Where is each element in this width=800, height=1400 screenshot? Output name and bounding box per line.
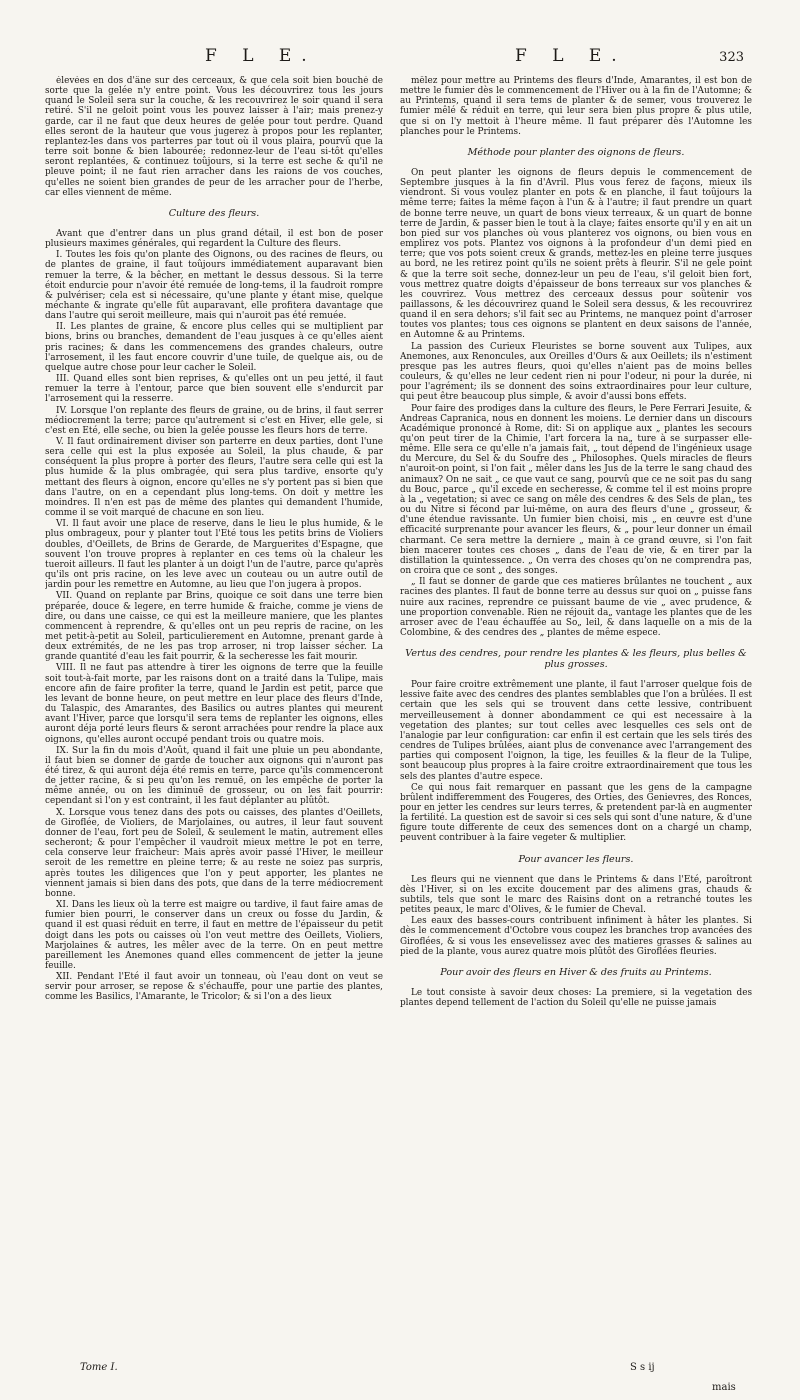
paragraph: Ce qui nous fait remarquer en passant que les gens de la campagne brûlent indifferemment des Fougeres, des Orties, des Genievres, des Ronces, pour en jetter les cendres sur leurs terres, & pretendent par-là en augmenter la fertilité. La question est de savoir si ces sels qui sont d'une nature, & d'une figure toute differente de ceux des semences dont on a chargé un champ, peuvent contribuer à la faire vegeter & multiplier. xyxy=(400,782,752,844)
catchword: mais xyxy=(712,1382,736,1393)
paragraph: III. Quand elles sont bien reprises, & qu'elles ont un peu jetté, il faut remuer la terre à l'entour, parce que bien souvent elle s'endurcit par l'arrosement qui la resserre. xyxy=(45,374,383,405)
paragraph: V. Il faut ordinairement diviser son parterre en deux parties, dont l'une sera celle qui est la plus exposée au Soleil, la plus chaude, & par conséquent la plus propre à porter des fleurs, l'autre sera celle qui est la plus humide & la plus ombragée, qui sera plus tardive, ensorte qu'y mettant des fleurs à oignon, encore qu'elles ne s'y portent pas si bien que dans l'autre, on en a cependant plus long-tems. On doit y mettre les moindres. Il n'en est pas de même des plantes qui demandent l'humide, comme il se voit marqué de chacune en son lieu. xyxy=(45,437,383,519)
paragraph: XI. Dans les lieux où la terre est maigre ou tardive, il faut faire amas de fumier bien pourri, le conserver dans un creux ou fosse du Jardin, & quand il est quasi réduit en terre, il faut en mettre de l'épaisseur du petit doigt dans les pots ou caisses où l'on veut mettre des Oeillets, Violiers, Marjolaines & autres, les mêler avec de la terre. On en peut mettre pareillement les Anemones quand elles commencent de jetter la jeune feuille. xyxy=(45,900,383,971)
paragraph: X. Lorsque vous tenez dans des pots ou caisses, des plantes d'Oeillets, de Giroflée, de Violiers, de Marjolaines, ou autres, il leur faut souvent donner de l'eau, fort peu de Soleil, & seulement le matin, autrement elles secheront; & pour l'empêcher il vaudroit mieux mettre le pot en terre, cela conserve leur fraicheur: Mais après avoir passé l'Hiver, le meilleur seroit de les remettre en pleine terre; & au reste ne soiez pas surpris, après toutes les diligences que l'on y peut apporter, les plantes ne viennent jamais si bien dans des pots, que dans de la terre médiocrement bonne. xyxy=(45,807,383,899)
gathering-signature: S s ij xyxy=(630,1362,655,1373)
section-title-methode: Méthode pour planter des oignons de fleurs. xyxy=(467,146,685,158)
paragraph: I. Toutes les fois qu'on plante des Oignons, ou des racines de fleurs, ou de plantes de graine, il faut toûjours immédiatement auparavant bien remuer la terre, & la bêcher, en mettant le dessus dessous. Si la terre étoit endurcie pour n'avoir été remuée de long-tems, il la faudroit rompre & pulvériser; cela est si nécessaire, qu'une plante y étant mise, quelque méchante & ingrate qu'elle fût auparavant, elle profitera davantage que dans l'autre qui seroit meilleure, mais qui n'auroit pas été remuée. xyxy=(45,250,383,322)
paragraph: IX. Sur la fin du mois d'Août, quand il fait une pluie un peu abondante, il faut bien se donner de garde de toucher aux oignons qui n'auront pas été tirez, & qui auront déja été remis en terre, parce qu'ils commenceront de jetter racine, & si peu qu'on les remuë, on les empêche de porter la même année, ou on les diminuë de grosseur, ou on les fait pourrir: cependant si l'on y est contraint, il les faut déplanter au plûtôt. xyxy=(45,745,383,807)
right-section2-body xyxy=(400,680,752,844)
paragraph: II. Les plantes de graine, & encore plus celles qui se multiplient par bions, brins ou branches, demandent de l'eau jusques à ce qu'elles aient pris racines; & dans les commencemens des grandes chaleurs, outre l'arrosement, il les faut encore couvrir d'une tuile, de quelque ais, ou de quelque autre chose pour leur cacher le Soleil. xyxy=(45,322,383,373)
running-head-left: F L E. xyxy=(205,46,317,66)
right-section4-body xyxy=(400,988,752,1008)
paragraph: Les fleurs qui ne viennent que dans le Printems & dans l'Eté, paroîtront dès l'Hiver, si on les excite doucement par des alimens gras, chauds & subtils, tels que sont le marc des Raisins dont on a retranché toutes les petites peaux, le marc d'Olives, & le fumier de Cheval. xyxy=(400,874,752,916)
left-column xyxy=(45,76,383,1361)
paragraph: VII. Quand on replante par Brins, quoique ce soit dans une terre bien préparée, douce & legere, en terre humide & fraiche, comme je viens de dire, ou dans une caisse, ce qui est la meilleure maniere, que les plantes commencent à reprendre, & qu'elles ont un peu repris de racine, on les met petit-à-petit au Soleil, particulierement en Automne, prenant garde à deux extrémités, de ne les pas trop arroser, ni trop laisser sécher. La grande quantité d'eau les fait pourrir, & la secheresse les fait mourir. xyxy=(45,591,383,663)
paragraph: Pour faire croitre extrêmement une plante, il faut l'arroser quelque fois de lessive faite avec des cendres des plantes semblables que l'on a brûlées. Il est certain que les sels qui se trouvent dans cette lessive, contribuent merveilleusement à donner abondamment ce qui est necessaire à la vegetation des plantes; sur tout celles avec lesquelles ces sels ont de l'analogie par leur configuration: car enfin il est certain que les sels tirés des cendres de Tulipes brûlées, aiant plus de convenance avec l'arrangement des parties qui composent l'oignon, la tige, les feuilles & la fleur de la Tulipe, sont beaucoup plus propres à la faire croitre extraordinairement que tous les sels des plantes d'autre espece. xyxy=(400,680,752,782)
paragraph: IV. Lorsque l'on replante des fleurs de graine, ou de brins, il faut serrer médiocrement la terre; parce qu'autrement si c'est en Hiver, elle gele, si c'est en Eté, elle seche, ou bien la gelée pousse les fleurs hors de terre. xyxy=(45,405,383,436)
section-title-hiver: Pour avoir des fleurs en Hiver & des fruits au Printems. xyxy=(440,966,712,978)
paragraph: On peut planter les oignons de fleurs depuis le commencement de Septembre jusques à la fin d'Avril. Plus vous ferez de façons, mieux ils viendront. Si vous voulez planter en pots & en planche, il faut toûjours la même terre; faites la même façon à l'un & à l'autre; il faut prendre un quart de bonne terre neuve, un quart de bons vieux terreaux, & un quart de bonne terre de Jardin, & passer bien le tout à la claye; faites ensorte qu'il y en ait un bon pied sur vos planches où vous planterez vos oignons, ou bien vous en emplirez vos pots. Plantez vos oignons à la profondeur d'un demi pied en terre; que vos pots soient creux & grands, mettez-les en pleine terre jusques au bord, ne les retirez point qu'ils ne soient prêts à fleurir. S'il ne gele point & que la terre soit seche, donnez-leur un peu de l'eau, s'il geloit bien fort, vous mettrez quatre doigts d'épaisseur de bons terreaux sur vos planches & les couvrirez. Vous mettrez des cerceaux dessus pour soûtenir vos paillassons, & les découvrirez quand le Soleil sera dessus, & les recouvrirez quand il en sera dehors; s'il fait sec au Printems, ne manquez point d'arroser toutes vos plantes; tous ces oignons se plantent en deux saisons de l'année, en Automne & au Printems. xyxy=(400,167,752,341)
paragraph: VIII. Il ne faut pas attendre à tirer les oignons de terre que la feuille soit tout-à-fait morte, par les raisons dont on a traité dans la Tulipe, mais encore afin de faire profiter la terre, quand le Jardin est petit, parce que les levant de bonne heure, on peut mettre en leur place des fleurs d'Inde, du Talaspic, des Amarantes, des Basilics ou autres plantes qui meurent avant l'Hiver, parce que lorsqu'il sera tems de replanter les oignons, elles auront déja porté leurs fleurs & seront arrachées pour rendre la place aux oignons, qu'elles auront occupé pendant trois ou quatre mois. xyxy=(45,663,383,745)
paragraph: élevées en dos d'âne sur des cerceaux, & que cela soit bien bouché de sorte que la gelée n'y entre point. Vous les découvrirez tous les jours quand le Soleil sera sur la couche, & les recouvrirez le soir quand il sera retiré. S'il ne geloit point vous les pouvez laisser à l'air; mais prenez-y garde, car il ne faut que deux heures de gelée pour tout perdre. Quand elles seront de la hauteur que vous jugerez à propos pour les replanter, replantez-les dans vos parterres par tout où il vous plaira, pourvû que la terre soit bonne & bien labourée; redonnez-leur de l'eau si-tôt qu'elles seront replantées, & continuez toûjours, si la terre est seche & qu'il ne pleuve point; il ne faut rien arracher dans les raions de vos couches, qu'elles ne soient bien grandes de peur de les arracher pour de l'herbe, car elles viennent de même. xyxy=(45,76,383,198)
paragraph: „ Il faut se donner de garde que ces matieres brûlantes ne touchent „ aux racines des plantes. Il faut de bonne terre au dessus sur quoi on „ puisse fans nuire aux racines, reprendre ce puissant baume de vie „ avec prudence, & une proportion convenable. Rien ne réjouit da„ vantage les plantes que de les arroser avec de l'eau échauffée au So„ leil, & dans laquelle on a mis de la Colombine, & des cendres des „ plantes de même espece. xyxy=(400,577,752,638)
page-number: 323 xyxy=(719,50,744,65)
paragraph: Avant que d'entrer dans un plus grand détail, il est bon de poser plusieurs maximes générales, qui regardent la Culture des fleurs. xyxy=(45,228,383,250)
paragraph: La passion des Curieux Fleuristes se borne souvent aux Tulipes, aux Anemones, aux Renoncules, aux Oreilles d'Ours & aux Oeillets; ils n'estiment presque pas les autres fleurs, quoi qu'elles n'aient pas de moins belles couleurs, & qu'elles ne leur cedent rien ni pour l'odeur, ni pour la durée, ni pour l'agrément; ils se donnent des soins extraordinaires pour leur culture, qui peut être beaucoup plus simple, & avoir d'aussi bons effets. xyxy=(400,341,752,403)
section-title-avancer: Pour avancer les fleurs. xyxy=(518,853,634,865)
section-title-vertus: Vertus des cendres, pour rendre les plantes & les fleurs, plus belles & plus grosses. xyxy=(405,648,747,671)
right-section1-body xyxy=(400,168,752,638)
paragraph: Les eaux des basses-cours contribuent infiniment à hâter les plantes. Si dès le commencement d'Octobre vous coupez les branches trop avancées des Giroflées, & si vous les ensevelissez avec des matieres grasses & salines au pied de la plante, vous aurez quatre mois plûtôt des Giroflées fleuries. xyxy=(400,916,752,957)
paragraph: Le tout consiste à savoir deux choses: La premiere, si la vegetation des plantes depend tellement de l'action du Soleil qu'elle ne puisse jamais xyxy=(400,987,752,1009)
right-opening xyxy=(400,76,752,137)
paragraph: VI. Il faut avoir une place de reserve, dans le lieu le plus humide, & le plus ombrageux, pour y planter tout l'Eté tous les petits brins de Violiers doubles, d'Oeillets, de Brins de Gerarde, de Marguerites d'Espagne, que souvent l'on trouve propres à replanter en ces tems où la chaleur les tueroit ailleurs. Il faut les planter à un doigt l'un de l'autre, parce qu'après qu'ils ont pris racine, on les leve avec un couteau ou un autre outil de jardin pour les remettre en Automne, au lieu que l'on jugera à propos. xyxy=(45,519,383,591)
volume-signature: Tome I. xyxy=(80,1362,118,1373)
section-title-culture: Culture des fleurs. xyxy=(168,207,260,219)
paragraph: mêlez pour mettre au Printems des fleurs d'Inde, Amarantes, il est bon de mettre le fumier dès le commencement de l'Hiver ou à la fin de l'Automne; & au Printems, quand il sera tems de planter & de semer, vous trouverez le fumier mêlé & réduit en terre, qui leur sera bien plus propre & plus utile, que si on l'y mettoit à l'heure même. Il faut préparer dès l'Automne les planches pour le Printems. xyxy=(400,76,752,137)
left-opening xyxy=(45,76,383,198)
paragraph: XII. Pendant l'Eté il faut avoir un tonneau, où l'eau dont on veut se servir pour arroser, se repose & s'échauffe, pour une partie des plantes, comme les Basilics, l'Amarante, le Tricolor; & si l'on a des lieux xyxy=(45,972,383,1003)
left-section-body xyxy=(45,229,383,1003)
right-column xyxy=(400,76,752,1361)
paragraph: Pour faire des prodiges dans la culture des fleurs, le Pere Ferrari Jesuite, & Andreas Capranica, nous en donnent les moiens. Le dernier dans un discours Académique prononcé à Rome, dit: Si on applique aux „ plantes les secours qu'on peut tirer de la Chimie, l'art forcera la na„ ture à se surpasser elle-même. Elle sera ce qu'elle n'a jamais fait, „ tout dépend de l'ingénieux usage du Mercure, du Sel & du Soufre des „ Philosophes. Quels miracles de fleurs n'auroit-on point, si l'on fait „ mêler dans les Jus de la terre le sang chaud des animaux? On ne sait „ ce que vaut ce sang, pourvû que ce ne soit pas du sang du Bouc, parce „ qu'il excede en secheresse, & comme tel il est moins propre à la „ vegetation; si avec ce sang on mêle des cendres & des Sels de plan„ tes ou du Nitre si fécond par lui-même, on aura des fleurs d'une „ grosseur, & d'une étendue ravissante. Un fumier bien choisi, mis „ en œuvre est d'une efficacité surprenante pour avancer les fleurs, & „ pour leur donner un émail charmant. Ce sera mettre la derniere „ main à ce grand œuvre, si l'on fait bien macerer toutes ces choses „ dans de l'eau de vie, & en tirer par la distillation la quintessence. „ On verra des choses qu'on ne comprendra pas, on croira que ce sont „ des songes. xyxy=(400,403,752,577)
right-section3-body xyxy=(400,875,752,957)
running-head-right: F L E. xyxy=(515,46,627,66)
